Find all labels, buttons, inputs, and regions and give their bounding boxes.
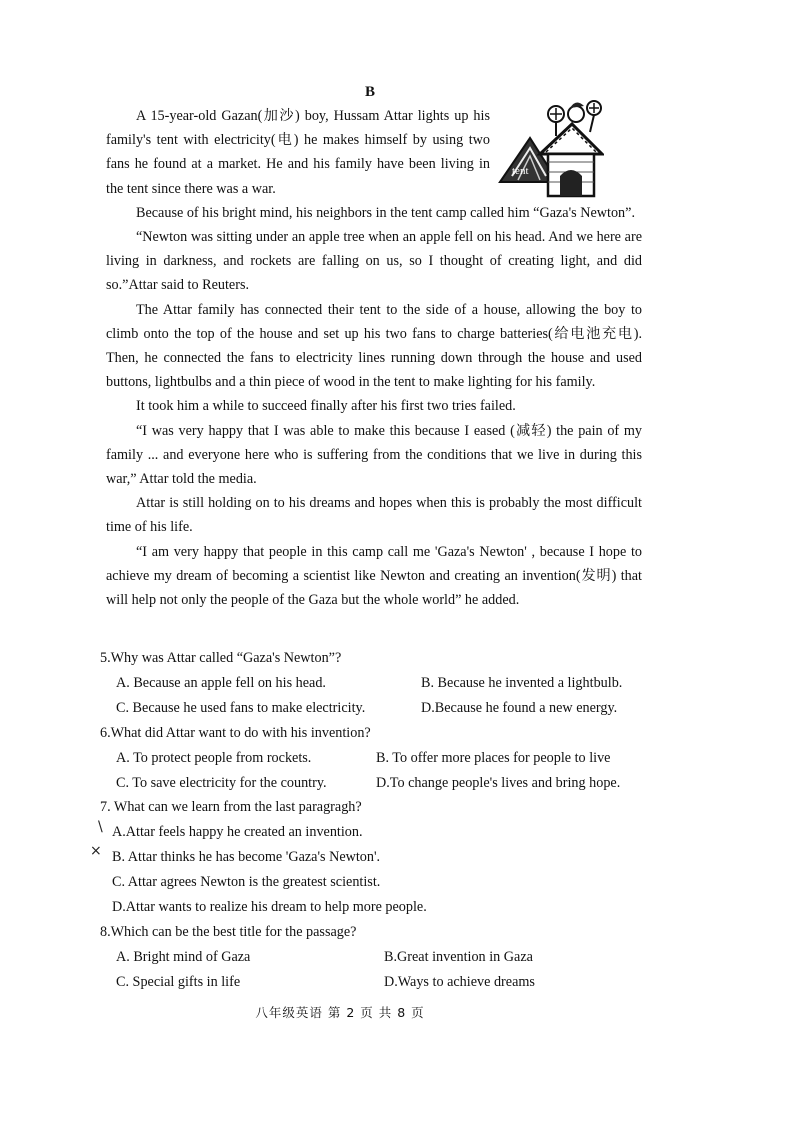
option-c[interactable]: C. Special gifts in life: [116, 973, 241, 990]
reading-passage: [106, 104, 642, 612]
question-6: [100, 721, 660, 796]
question-7: [100, 795, 660, 920]
section-title: B: [364, 84, 375, 100]
passage-paragraph-3: “Newton was sitting under an apple tree when an apple fell on his head. And we here are living in darkness, and rockets are falling on us, so I thought of creating light, and did so.”Attar said to Reuters.: [106, 229, 642, 294]
option-d[interactable]: D.Attar wants to realize his dream to help more people.: [112, 899, 427, 916]
option-d[interactable]: D.Because he found a new energy.: [421, 699, 618, 716]
question-stem: 7. What can we learn from the last paragragh?: [100, 799, 362, 816]
passage-paragraph-2: Because of his bright mind, his neighbors in the tent camp called him “Gaza's Newton”.: [136, 204, 635, 221]
option-a[interactable]: A. To protect people from rockets.: [116, 749, 312, 766]
option-a[interactable]: A. Bright mind of Gaza: [116, 948, 251, 965]
passage-paragraph-6: “I was very happy that I was able to make this because I eased (减轻) the pain of my family ... and everyone here who is suffering from the conditions that we live in during this war,” Attar told the media.: [106, 422, 642, 488]
passage-paragraph-4: The Attar family has connected their tent to the side of a house, allowing the boy to climb onto the top of the house and set up his two fans to charge batteries(给电池充电). Then, he connected the fans to electricity lines running down through the house and used buttons, lightbulbs and a thin piece of wood in the tent to make lighting for his family.: [106, 301, 642, 391]
question-stem: 8.Which can be the best title for the passage?: [100, 923, 357, 940]
option-c[interactable]: C. Because he used fans to make electricity.: [116, 699, 366, 716]
option-c[interactable]: C. To save electricity for the country.: [116, 774, 327, 791]
option-b[interactable]: B. To offer more places for people to live: [376, 749, 611, 766]
passage-paragraph-1: A 15-year-old Gazan(加沙) boy, Hussam Attar lights up his family's tent with electricity(电) he makes himself by using two fans he found at a market. He and his family have been living in the tent since there was a war.: [106, 108, 490, 197]
option-b[interactable]: B. Because he invented a lightbulb.: [421, 674, 623, 691]
option-a[interactable]: A. Because an apple fell on his head.: [116, 674, 326, 691]
page-footer: 八年级英语 第 2 页 共 8 页: [255, 1005, 425, 1020]
question-stem: 5.Why was Attar called “Gaza's Newton”?: [100, 650, 342, 666]
question-5: [100, 646, 660, 721]
passage-paragraph-8: “I am very happy that people in this camp call me 'Gaza's Newton' , because I hope to achieve my dream of becoming a scientist like Newton and creating an invention(发明) that will help not only the people of the Gaza but the whole world” he added.: [106, 543, 642, 609]
question-list: [100, 646, 660, 995]
handwritten-tick-mark: \: [98, 819, 103, 835]
option-b[interactable]: B.Great invention in Gaza: [384, 948, 533, 965]
option-d[interactable]: D.To change people's lives and bring hope.: [376, 774, 621, 791]
option-b[interactable]: B. Attar thinks he has become 'Gaza's Newton'.: [112, 849, 381, 866]
option-d[interactable]: D.Ways to achieve dreams: [384, 973, 535, 990]
tent-label: tent: [512, 165, 529, 177]
question-8: [100, 920, 660, 995]
passage-paragraph-5: It took him a while to succeed finally after his first two tries failed.: [136, 398, 516, 415]
handwritten-cross-mark: ×: [90, 843, 102, 859]
option-c[interactable]: C. Attar agrees Newton is the greatest scientist.: [112, 874, 381, 891]
passage-paragraph-7: Attar is still holding on to his dreams and hopes when this is probably the most difficult time of his life.: [106, 495, 642, 536]
question-stem: 6.What did Attar want to do with his invention?: [100, 724, 371, 741]
option-a[interactable]: A.Attar feels happy he created an invention.: [112, 824, 363, 841]
